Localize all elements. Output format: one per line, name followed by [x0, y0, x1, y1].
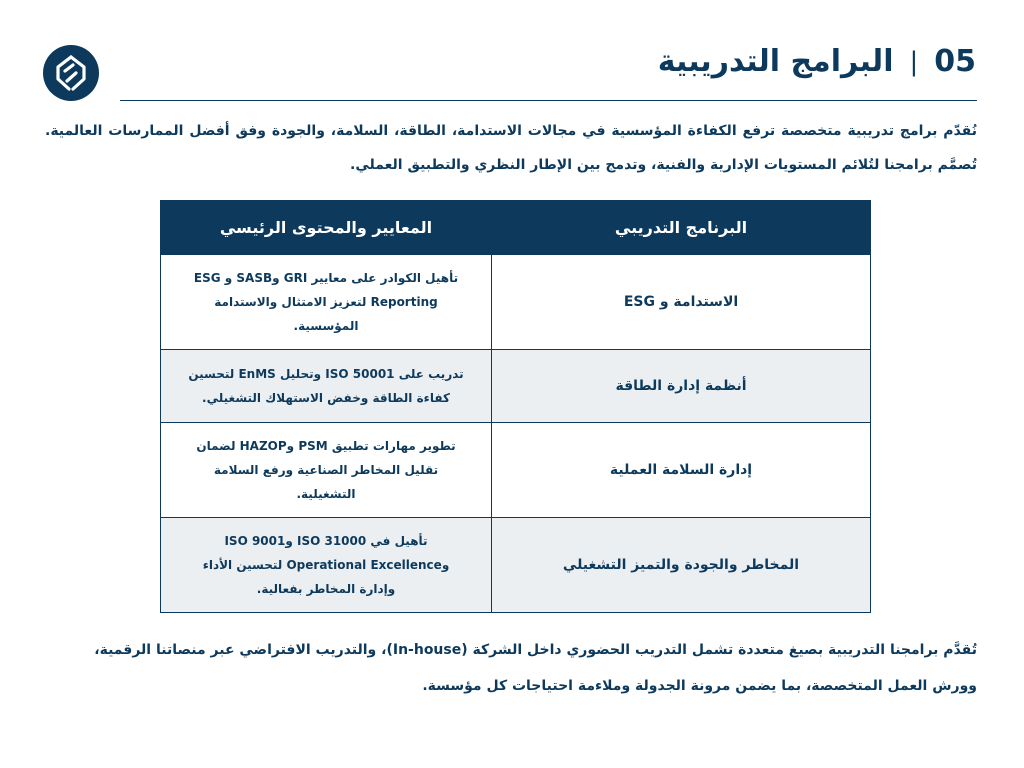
header-divider [120, 100, 977, 101]
program-name: إدارة السلامة العملية [492, 423, 871, 518]
programs-table [160, 200, 871, 613]
page-title: البرامج التدريبية [657, 44, 894, 79]
table-row [161, 255, 871, 350]
column-header-program: البرنامج التدريبي [492, 201, 871, 255]
table-row [161, 423, 871, 518]
table-row [161, 518, 871, 613]
closing-paragraph: تُقدَّم برامجنا التدريبية بصيغ متعددة تشمل التدريب الحضوري داخل الشركة (In-house)، والتدريب الافتراضي عبر منصاتنا الرقمية، وورش العمل المتخصصة، بما يضمن مرونة الجدولة وملاءمة احتياجات كل مؤسسة. [94, 642, 977, 694]
program-content: تأهيل الكوادر على معايير GRI وSASB و ESG Reporting لتعزيز الامتثال والاستدامة المؤسسية. [161, 255, 492, 350]
table-header-row [161, 201, 871, 255]
page-header [658, 44, 976, 79]
section-number: 05 [934, 44, 976, 79]
intro-paragraph: نُقدّم برامج تدريبية متخصصة ترفع الكفاءة المؤسسية في مجالات الاستدامة، الطاقة، السلامة، والجودة وفق أفضل الممارسات العالمية. تُصمَّم برامجنا لتُلائم المستويات الإدارية والفنية، وتدمج بين الإطار النظري والتطبيق العملي. [45, 123, 977, 173]
program-name: الاستدامة و ESG [492, 255, 871, 350]
program-name: أنظمة إدارة الطاقة [492, 350, 871, 423]
program-content: تدريب على ISO 50001 وتحليل EnMS لتحسين كفاءة الطاقة وخفض الاستهلاك التشغيلي. [161, 350, 492, 423]
program-name: المخاطر والجودة والتميز التشغيلي [492, 518, 871, 613]
column-header-content: المعايير والمحتوى الرئيسي [161, 201, 492, 255]
header-separator: | [909, 46, 919, 77]
program-content: تأهيل في ISO 31000 وISO 9001 وOperational Excellence لتحسين الأداء وإدارة المخاطر بفعالية. [161, 518, 492, 613]
table-row [161, 350, 871, 423]
program-content: تطوير مهارات تطبيق PSM وHAZOP لضمان تقليل المخاطر الصناعية ورفع السلامة التشغيلية. [161, 423, 492, 518]
brand-logo-icon [43, 45, 99, 101]
